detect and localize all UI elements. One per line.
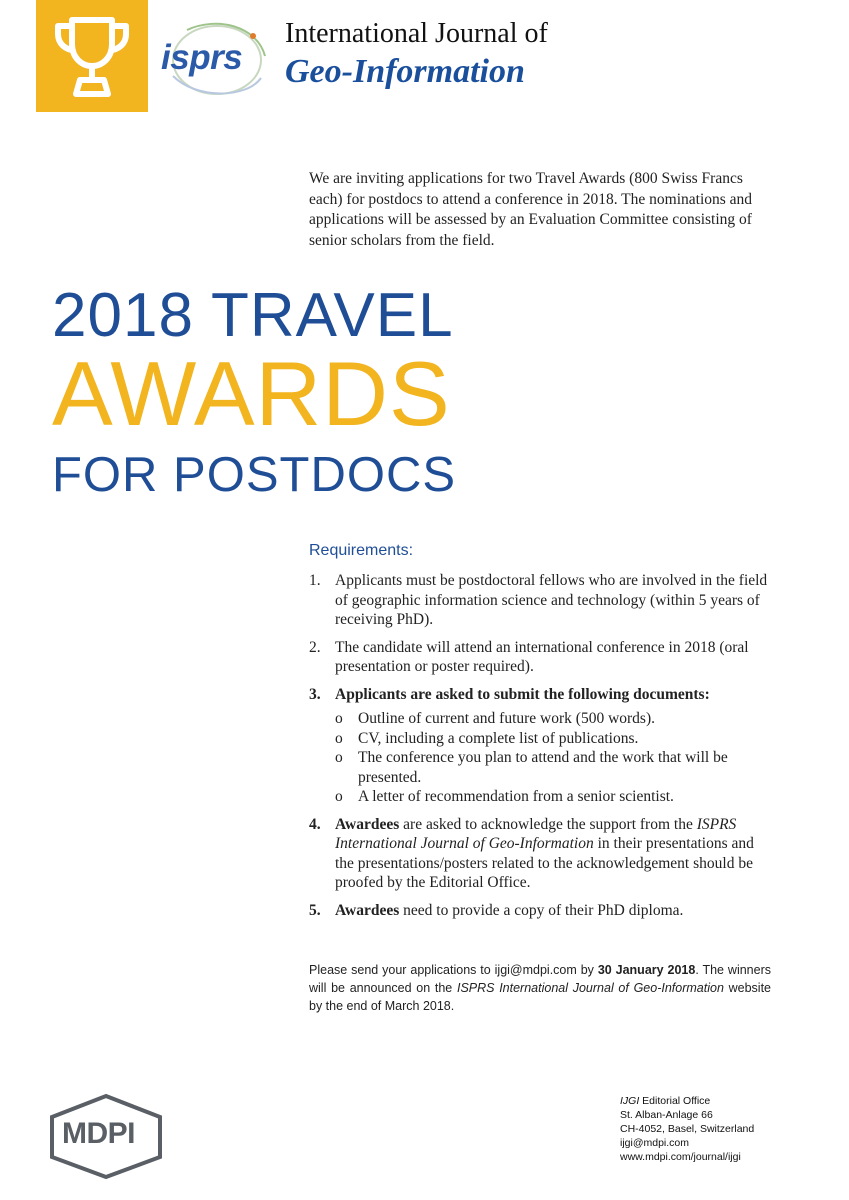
requirement-item [309,571,771,630]
document-item [335,748,771,787]
bullet-marker: o [335,710,343,727]
mdpi-logo-text: MDPI [62,1117,135,1150]
document-text: A letter of recommendation from a senior scientist. [358,788,674,805]
requirement-item [309,685,771,705]
document-item [335,709,771,729]
isprs-logo [157,16,275,102]
journal-title-line2: Geo-Information [285,53,525,90]
requirements-heading: Requirements: [309,542,414,559]
street-address: St. Alban-Anlage 66 [620,1109,713,1121]
requirement-text: The candidate will attend an international conference in 2018 (oral presentation or poster required). [335,638,749,675]
mdpi-logo [48,1093,164,1179]
requirements-list [309,571,771,928]
documents-list [335,709,771,807]
intro-text: We are inviting applications for two Travel Awards (800 Swiss Francs each) for postdocs to attend a conference in 2018. The nominations and applications will be assessed by an Evaluation Committee consisting of senior scholars from the field. [309,170,753,249]
journal-name: ISPRS International Journal of Geo-Information [456,981,724,995]
requirement-text: Applicants are asked to submit the following documents: [335,685,710,703]
website-url: www.mdpi.com/journal/ijgi [620,1151,741,1163]
requirement-number: 4. [309,815,321,833]
document-item [335,729,771,749]
bullet-marker: o [335,788,343,805]
requirement-number: 3. [309,685,321,703]
requirement-text [335,815,771,893]
requirement-text-part: are asked to acknowledge the support from the [399,815,697,833]
document-item [335,787,771,807]
document-text: The conference you plan to attend and the work that will be presented. [358,749,728,786]
requirement-number: 1. [309,572,321,589]
document-text: CV, including a complete list of publications. [358,729,639,747]
awardees-label: Awardees [335,901,400,919]
awardees-label: Awardees [335,815,400,833]
office-label: Editorial Office [639,1095,711,1107]
document-text: Outline of current and future work (500 words). [358,710,655,727]
isprs-logo-text: isprs [161,38,243,77]
trophy-icon [50,14,134,100]
closing-paragraph [309,961,771,1015]
closing-text: Please send your applications to ijgi@mdpi.com by [309,963,598,977]
journal-name: ISPRS International Journal of Geo-Information [335,815,737,852]
intro-paragraph [309,169,769,251]
requirement-number: 5. [309,901,321,919]
requirement-text-part: in their presentations and the presentations/posters related to the acknowledgement should be proofed by the Editorial Office. [335,835,754,891]
title-line3: FOR POSTDOCS [52,448,457,502]
requirement-text: Applicants must be postdoctoral fellows who are involved in the field of geographic information science and technology (within 5 years of receiving PhD). [335,572,768,628]
journal-title-line1: International Journal of [285,18,548,49]
requirement-text-part: need to provide a copy of their PhD diploma. [399,901,684,919]
editorial-address [620,1094,754,1164]
contact-email: ijgi@mdpi.com [620,1137,690,1149]
closing-text: website by the end of March 2018. [309,981,772,1013]
journal-abbrev: IJGI [620,1095,640,1107]
requirement-item [309,901,771,921]
requirement-item [309,815,771,893]
closing-text: . The winners will be announced on the [309,963,771,995]
office-name [620,1094,754,1108]
city-address: CH-4052, Basel, Switzerland [620,1123,755,1135]
requirement-text [335,901,771,921]
deadline-date: 30 January 2018 [597,963,696,977]
bullet-marker: o [335,729,343,747]
trophy-badge [36,0,148,112]
title-line2: AWARDS [52,344,451,445]
requirement-number: 2. [309,638,321,656]
bullet-marker: o [335,749,343,766]
requirement-item [309,638,771,677]
title-line1: 2018 TRAVEL [52,281,454,350]
